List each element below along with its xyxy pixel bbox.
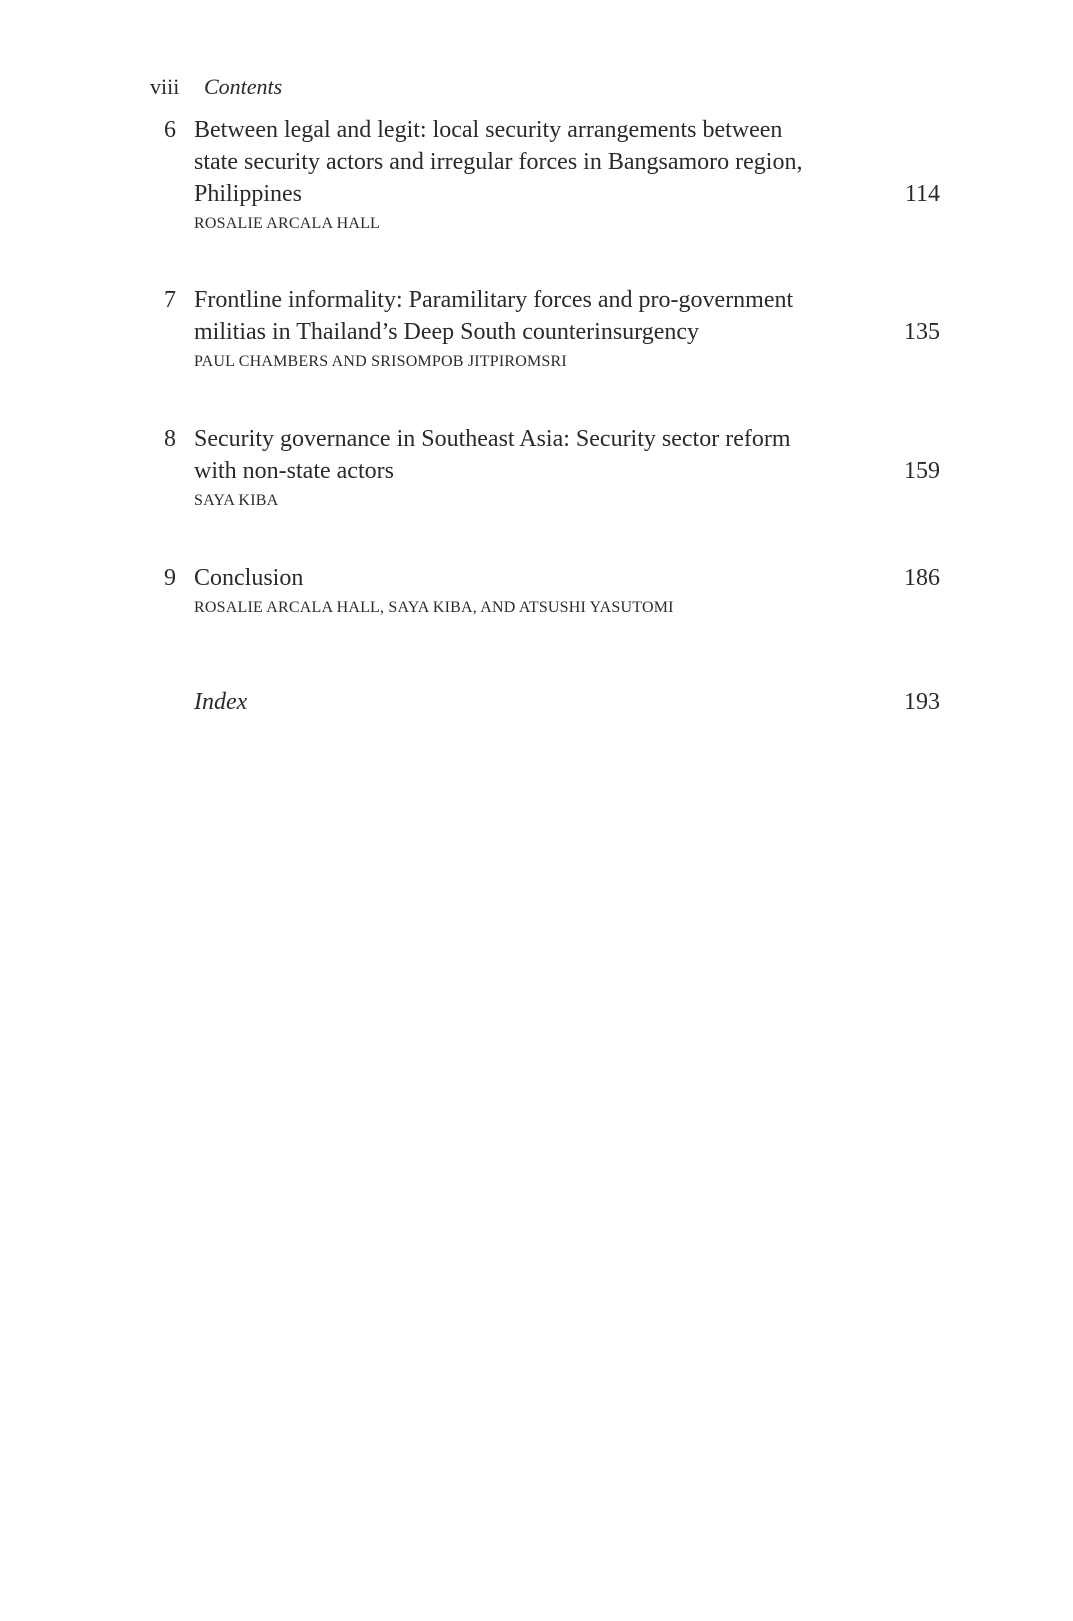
chapter-title — [194, 423, 854, 487]
index-page-number: 193 — [904, 689, 940, 715]
chapter-number: 8 — [164, 426, 176, 452]
chapter-author: PAUL CHAMBERS AND SRISOMPOB JITPIROMSRI — [194, 353, 567, 370]
chapter-number: 7 — [164, 287, 176, 313]
chapter-number: 6 — [164, 117, 176, 143]
chapter-title — [194, 284, 854, 348]
chapter-page-number: 159 — [904, 458, 940, 484]
chapter-page-number: 114 — [904, 181, 940, 207]
chapter-author: ROSALIE ARCALA HALL, SAYA KIBA, AND ATSUSHI YASUTOMI — [194, 599, 674, 616]
chapter-title-line: militias in Thailand’s Deep South counterinsurgency — [194, 319, 700, 345]
index-title — [194, 686, 854, 718]
chapter-title — [194, 562, 854, 594]
index-title-text: Index — [194, 689, 248, 715]
chapter-title-line: state security actors and irregular forces in Bangsamoro region, — [194, 149, 803, 175]
toc-entry-chapter-9[interactable] — [150, 562, 940, 632]
chapter-author: ROSALIE ARCALA HALL — [194, 215, 381, 232]
toc-entry-chapter-8[interactable] — [150, 423, 940, 523]
running-head-section: Contents — [204, 74, 283, 99]
toc-entry-chapter-6[interactable] — [150, 114, 940, 244]
chapter-title-line: with non-state actors — [194, 458, 394, 484]
chapter-page-number: 135 — [904, 319, 940, 345]
chapter-number: 9 — [164, 565, 176, 591]
chapter-title — [194, 114, 854, 210]
chapter-author: SAYA KIBA — [194, 492, 279, 509]
toc-entry-index[interactable] — [150, 686, 940, 726]
chapter-title-line: Frontline informality: Paramilitary forces and pro-government — [194, 287, 794, 313]
chapter-title-line: Philippines — [194, 181, 303, 207]
page-folio: viii — [150, 74, 180, 99]
toc-entry-chapter-7[interactable] — [150, 284, 940, 384]
running-head — [150, 74, 282, 100]
chapter-title-line: Between legal and legit: local security arrangements between — [194, 117, 783, 143]
chapter-title-line: Security governance in Southeast Asia: Security sector reform — [194, 426, 791, 452]
chapter-page-number: 186 — [904, 565, 940, 591]
chapter-title-line: Conclusion — [194, 565, 304, 591]
